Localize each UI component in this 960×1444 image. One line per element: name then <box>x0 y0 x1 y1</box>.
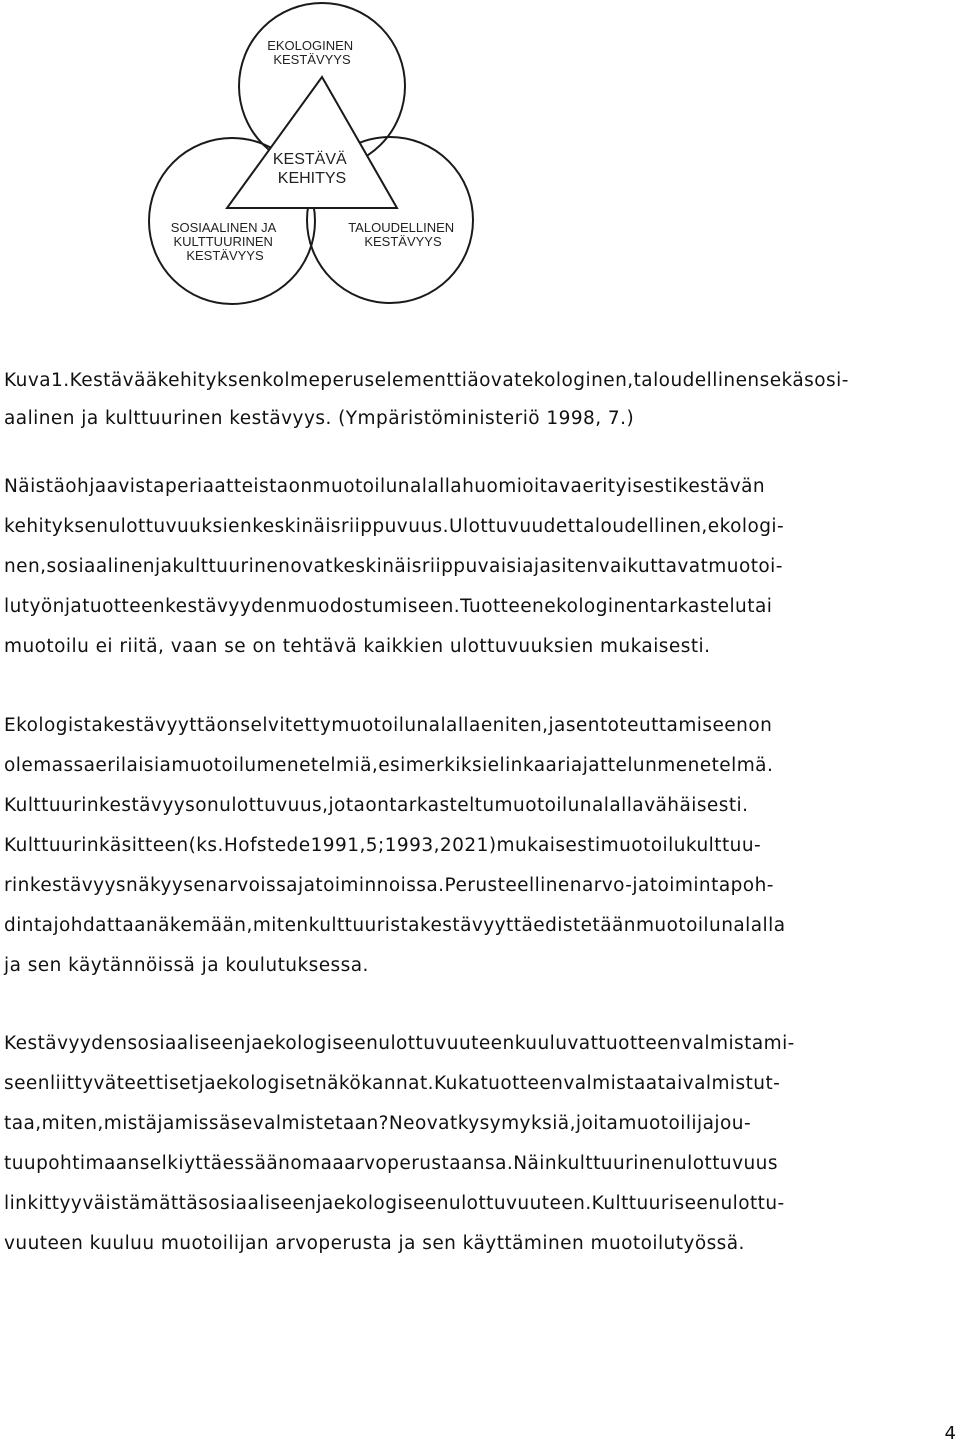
text-line: Näistäohjaavistaperiaatteistaonmuotoilunalallahuomioitavaerityisestikestävän <box>4 476 766 497</box>
text-line: nen,sosiaalinenjakulttuurinenovatkeskinäisriippuvaisiajasitenvaikuttavatmuotoi- <box>4 556 783 577</box>
text-line: tuupohtimaanselkiyttäessäänomaaarvoperustaansa.Näinkulttuurinenulottuvuus <box>4 1153 778 1174</box>
text-line: dintajohdattaanäkemään,mitenkulttuuristakestävyyttäedistetäänmuotoilunalalla <box>4 915 786 936</box>
paragraph-2 <box>4 706 956 986</box>
text-line: Kulttuurinkestävyysonulottuvuus,jotaontarkasteltumuotoilunalallavähäisesti. <box>4 795 749 816</box>
text-line: rinkestävyysnäkyysenarvoissajatoiminnoissa.Perusteellinenarvo-jatoimintapoh- <box>4 875 774 896</box>
text-line: ja sen käytännöissä ja koulutuksessa. <box>4 955 369 976</box>
sustainability-diagram <box>140 0 490 320</box>
text-line: Ekologistakestävyyttäonselvitettymuotoilunalallaeniten,jasentoteuttamiseenon <box>4 715 773 736</box>
text-line: olemassaerilaisiamuotoilumenetelmiä,esimerkiksielinkaariajattelunmenetelmä. <box>4 755 774 776</box>
text-line: linkittyyväistämättäsosiaaliseenjaekologiseenulottuvuuteen.Kulttuuriseenulottu- <box>4 1193 785 1214</box>
caption-line: Kuva1.Kestävääkehityksenkolmeperuselementtiäovatekologinen,taloudellinensekäsosi- <box>4 370 849 391</box>
text-line: vuuteen kuuluu muotoilijan arvoperusta ja sen käyttäminen muotoilutyössä. <box>4 1233 745 1254</box>
triangle <box>227 77 397 208</box>
page-number: 4 <box>944 1423 956 1444</box>
label-sustainable-development: KESTÄVÄ KEHITYS <box>272 151 347 187</box>
text-line: muotoilu ei riitä, vaan se on tehtävä kaikkien ulottuvuuksien mukaisesti. <box>4 636 711 657</box>
figure-caption <box>4 362 956 438</box>
label-ecological: EKOLOGINEN KESTÄVYYS <box>267 38 354 67</box>
text-line: taa,miten,mistäjamissäsevalmistetaan?Neovatkysymyksiä,joitamuotoilijajou- <box>4 1113 752 1134</box>
label-economic: TALOUDELLINEN KESTÄVYYS <box>348 220 455 249</box>
paragraph-3 <box>4 1024 956 1264</box>
paragraph-1 <box>4 467 956 667</box>
text-line: Kulttuurinkäsitteen(ks.Hofstede1991,5;1993,2021)mukaisestimuotoilukulttuu- <box>4 835 762 856</box>
caption-line: aalinen ja kulttuurinen kestävyys. (Ympäristöministeriö 1998, 7.) <box>4 408 635 429</box>
text-line: seenliittyväteettisetjaekologisetnäkökannat.Kukatuotteenvalmistaataivalmistut- <box>4 1073 781 1094</box>
text-line: Kestävyydensosiaaliseenjaekologiseenulottuvuuteenkuuluvattuotteenvalmistami- <box>4 1033 795 1054</box>
label-social-cultural: SOSIAALINEN JA KULTTUURINEN KESTÄVYYS <box>170 220 276 263</box>
text-line: kehityksenulottuvuuksienkeskinäisriippuvuus.Ulottuvuudettaloudellinen,ekologi- <box>4 516 785 537</box>
text-line: lutyönjatuotteenkestävyydenmuodostumiseen.Tuotteenekologinentarkastelutai <box>4 596 773 617</box>
